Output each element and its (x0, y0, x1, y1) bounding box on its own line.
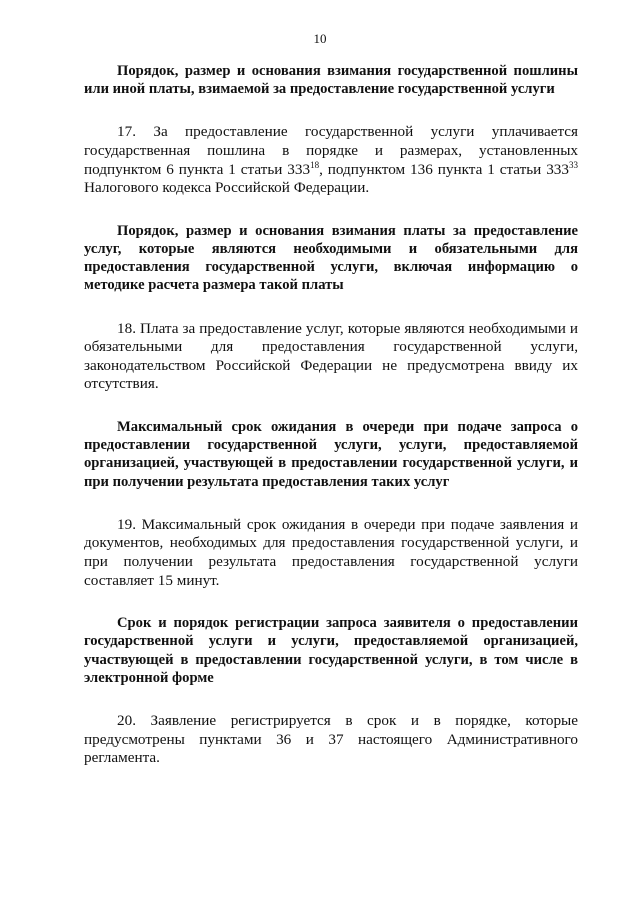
document-body (84, 62, 578, 768)
superscript: 18 (310, 159, 320, 170)
heading-text: Максимальный срок ожидания в очереди при подаче запроса о предоставлении государственной услуги, услуги, предоставляемой организацией, участвующей в предоставлении государственной услуги, и при получении результата предоставления таких услуг (84, 418, 578, 490)
heading-text: Порядок, размер и основания взимания платы за предоставление услуг, которые являются необходимыми и обязательными для предоставления государственной услуги, включая информацию о методике расчета размера такой платы (84, 222, 578, 294)
paragraph-19: 19. Максимальный срок ожидания в очереди при подаче заявления и документов, необходимых для предоставления государственной услуги, и при получении результата предоставления государственной услуги составляет 15 минут. (84, 515, 578, 589)
heading-text: Срок и порядок регистрации запроса заявителя о предоставлении государственной услуги и услуги, предоставляемой организацией, участвующей в предоставлении государственной услуги, в том числе в электронной форме (84, 615, 578, 686)
superscript: 33 (569, 159, 578, 170)
paragraph-text: , подпунктом 136 пункта 1 статьи 333 (319, 160, 569, 178)
paragraph-18: 18. Плата за предоставление услуг, которые являются необходимыми и обязательными для предоставления государственной услуги, законодательством Российской Федерации не предусмотрена ввиду их отсутствия. (84, 319, 578, 393)
heading-text: Порядок, размер и основания взимания государственной пошлины или иной платы, взимаемой за предоставление государственной услуги (84, 63, 578, 98)
section-heading-registration (84, 614, 578, 687)
paragraph-17 (84, 123, 578, 197)
section-heading-fee (84, 62, 578, 98)
paragraph-text: 17. За предоставление государственной услуги уплачивается государственная пошлина в порядке и размерах, установленных подпунктом 6 пункта 1 статьи 333 (84, 123, 578, 178)
paragraph-20: 20. Заявление регистрируется в срок и в порядке, которые предусмотрены пунктами 36 и 37 настоящего Административного регламента. (84, 711, 578, 767)
section-heading-queue-time (84, 418, 578, 491)
paragraph-text: Налогового кодекса Российской Федерации. (84, 179, 370, 197)
page-number: 10 (313, 31, 327, 46)
section-heading-service-fee (84, 222, 578, 295)
